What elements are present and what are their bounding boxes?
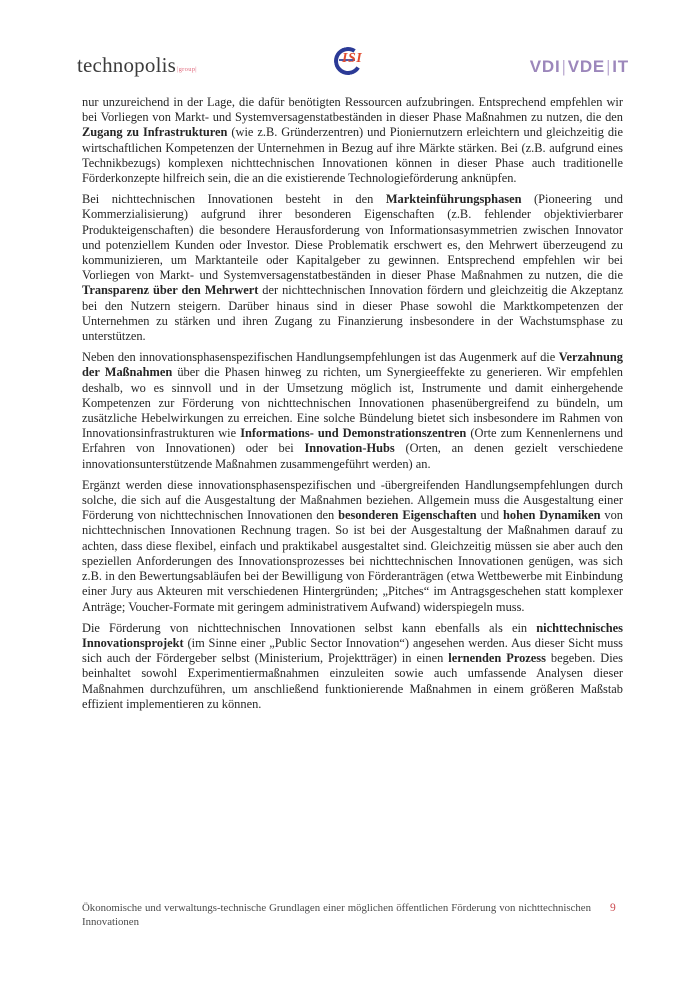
- logo-separator-bar: |: [606, 57, 612, 76]
- bold-text-run: besonderen Eigenschaften: [338, 508, 477, 523]
- text-run: über die Phasen hinweg zu richten, um Synergieeffekte zu generieren. Wir empfehlen deshalb, wo es sinnvoll und in der Umsetzung möglich ist, Instrumente und damit einhergehende Kompetenzen zur Förderung von nichttechnischen Innovationen phasenübergreifend zu bündeln, um zusätzliche Hebelwirkungen zu erreichen. Eine solche Bündelung bietet sich insbesondere im Rahmen von Innovationsinfrastrukturen wie: [82, 365, 623, 441]
- vdi-vde-it-logo: [530, 57, 629, 77]
- footer-running-title: Ökonomische und verwaltungs-technische Grundlagen einer möglichen öffentlichen Förderung von nichttechnischen Innovationen: [82, 902, 591, 928]
- text-run: nur unzureichend in der Lage, die dafür benötigten Ressourcen aufzubringen. Entsprechend empfehlen wir bei Vorliegen von Markt- und Systemversagenstatbeständen in dieser Phase Maßnahmen zu nutzen, die den: [82, 95, 623, 125]
- technopolis-group-suffix: |group|: [177, 66, 197, 73]
- technopolis-wordmark: technopolis: [77, 53, 177, 77]
- text-run: (Pioneering und Kommerzialisierung) aufgrund ihrer besonderen Eigenschaften (z.B. fehlender objektivierbarer Produkteigenschaften) die besondere Herausforderung von Informationsasymmetrien zwischen Innovator und potenziellem Kunden oder Investor. Diese Problematik erschwert es, den Mehrwert überzeugend zu kommunizieren, um Marktanteile oder Kapitalgeber zu gewinnen. Entsprechend empfehlen wir bei Vorliegen von Markt- und Systemversagenstatbeständen in dieser Phase Maßnahmen zu nutzen, die die: [82, 192, 624, 283]
- vdi-wordmark: VDI: [529, 57, 561, 76]
- text-run: Die Förderung von nichttechnischen Innovationen selbst kann ebenfalls als ein: [82, 620, 537, 635]
- paragraph: [82, 350, 623, 472]
- text-run: (Orte zum Kennenlernens und Erfahren von Innovationen) oder bei: [82, 426, 623, 456]
- paragraph: [82, 621, 623, 712]
- text-run: (im Sinne einer „Public Sector Innovation“) angesehen werden. Aus dieser Sicht muss sich auch der Fördergeber selbst (Ministerium, Projektträger) in einen: [82, 635, 623, 666]
- page-header: [0, 0, 700, 95]
- bold-text-run: nichttechnisches Innovationsprojekt: [82, 620, 623, 650]
- paragraph: [82, 95, 623, 186]
- text-run: Ergänzt werden diese innovationsphasenspezifischen und -übergreifenden Handlungsempfehlungen durch solche, die sich auf die Ausgestaltung der Maßnahmen beziehen. Allgemein muss die Ausgestaltung einer Förderung von nichttechnischen Innovationen den: [82, 477, 623, 523]
- bold-text-run: Transparenz über den Mehrwert: [82, 283, 259, 298]
- isi-wordmark: ISI: [342, 51, 363, 66]
- bold-text-run: Informations- und Demonstrationszentren: [240, 426, 467, 441]
- paragraph-container: [82, 95, 623, 712]
- text-run: (wie z.B. Gründerzentren) und Pioniernutzern erleichtern und gleichzeitig die wirtschaftlichen Kompetenzen der Unternehmen in Bezug auf ihre Märkte stärken. Bei (z.B. aufgrund eines Technikbezugs) komplexen nichttechnischen Innovationen können in dieser Phase auch traditionelle Förderkonzepte hilfreich sein, die an die existierende Technologieförderung anknüpfen.: [82, 125, 624, 186]
- text-run: Neben den innovationsphasenspezifischen Handlungsempfehlungen ist das Augenmerk auf die: [82, 350, 559, 365]
- bold-text-run: Markteinführungsphasen: [385, 192, 522, 207]
- text-run: und: [476, 508, 503, 523]
- text-run: Bei nichttechnischen Innovationen besteht in den: [82, 192, 386, 207]
- vde-wordmark: VDE: [567, 57, 606, 76]
- bold-text-run: Verzahnung der Maßnahmen: [82, 350, 623, 380]
- text-run: der nichttechnischen Innovation fördern und gleichzeitig die Akzeptanz bei den Nutzern steigern. Darüber hinaus sind in dieser Phase sowohl die Marktkompetenzen der Unternehmen zu stärken und ihren Zugang zu Finanzierung insbesondere in der Wachstumsphase zu unterstützen.: [82, 283, 623, 344]
- bold-text-run: hohen Dynamiken: [503, 508, 601, 523]
- document-body: [82, 95, 623, 718]
- page-number: 9: [610, 902, 616, 914]
- paragraph: [82, 478, 623, 615]
- text-run: von nichttechnischen Innovationen Rechnung tragen. So ist bei der Ausgestaltung der Maßnahmen darauf zu achten, dass diese flexibel, einfach und praktikabel ausgestaltet sind. Gleichzeitig müssen sie aber auch den speziellen Anforderungen des Innovationsprozesses bei nichttechnischen Innovationen genügen, was sich z.B. in den Bewertungsabläufen bei der Bewilligung von Förderanträgen (etwa Wettbewerbe mit Einbindung einer Jury aus Akteuren mit verschiedenen Hintergründen; „Pitches“ im Antragsgeschehen statt komplexer Anträge; Voucher-Formate mit geringem administrativem Aufwand) widerspiegeln muss.: [82, 508, 623, 614]
- text-run: (Orten, an denen gezielt verschiedene innovationsunterstützende Maßnahmen zusammengeführt werden) an.: [82, 441, 623, 471]
- bold-text-run: Zugang zu Infrastrukturen: [82, 125, 228, 140]
- text-run: begeben. Dies beinhaltet sowohl Experimentiermaßnahmen einzuleiten sowie auch umfassende Analysen dieser Maßnahmen durchzuführen, um anschließend funktionierende Maßnahmen in einem größeren Maßstab effizient implementieren zu können.: [82, 651, 623, 711]
- technopolis-logo: [77, 53, 197, 78]
- bold-text-run: lernenden Prozess: [448, 651, 546, 666]
- it-wordmark: IT: [612, 57, 629, 76]
- paragraph: [82, 192, 623, 344]
- bold-text-run: Innovation-Hubs: [304, 441, 395, 456]
- isi-logo: [334, 45, 368, 79]
- logo-separator-bar: |: [561, 57, 567, 76]
